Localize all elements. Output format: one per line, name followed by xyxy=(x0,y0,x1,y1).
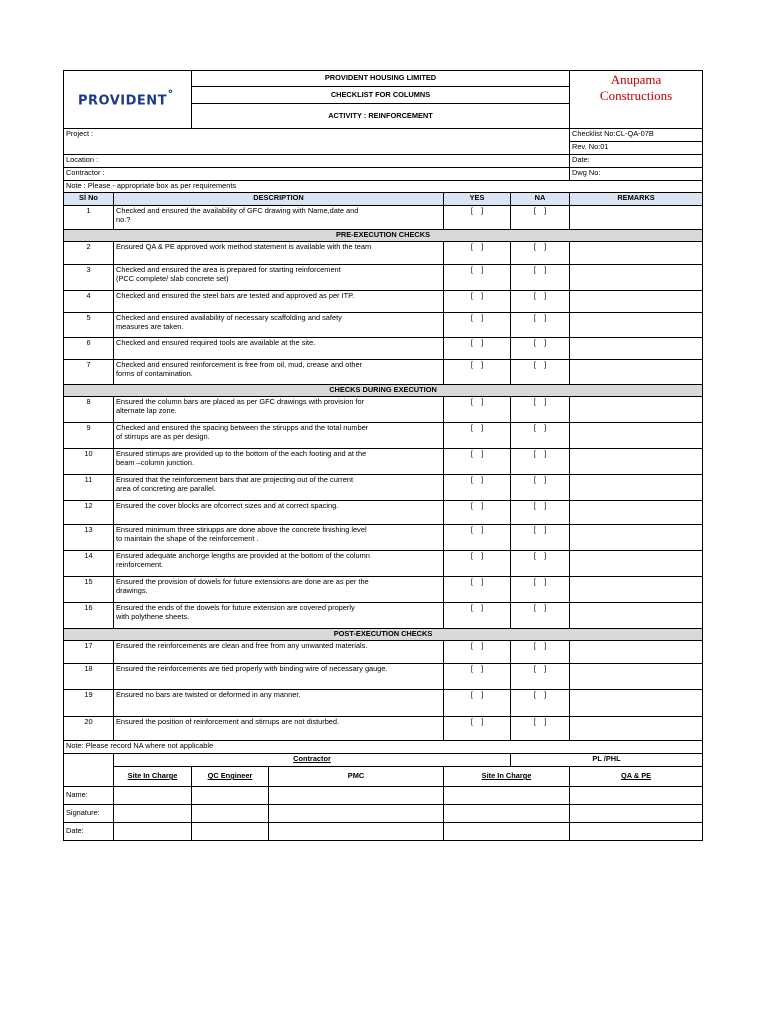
checklist-row xyxy=(64,641,703,664)
row-description xyxy=(114,449,444,475)
na-checkbox[interactable]: [ ] xyxy=(511,551,570,577)
description-line-1: Checked and ensured the availability of GFC drawing with Name,date and xyxy=(116,206,359,215)
na-checkbox[interactable]: [ ] xyxy=(511,206,570,230)
yes-checkbox[interactable]: [ ] xyxy=(444,291,511,313)
na-checkbox[interactable]: [ ] xyxy=(511,313,570,338)
logo-text: PROVIDENT xyxy=(78,93,168,109)
signature-pmc-cell[interactable] xyxy=(269,805,444,823)
description-line-1: Checked and ensured required tools are available at the site. xyxy=(116,338,316,347)
header-na: NA xyxy=(511,193,570,206)
row-number: 10 xyxy=(64,449,114,475)
remarks-cell[interactable] xyxy=(570,501,703,525)
remarks-cell[interactable] xyxy=(570,603,703,629)
yes-checkbox[interactable]: [ ] xyxy=(444,717,511,741)
date-pl-site-in-charge-cell[interactable] xyxy=(444,823,570,841)
name-site-in-charge-cell[interactable] xyxy=(114,787,192,805)
row-number: 9 xyxy=(64,423,114,449)
row-description xyxy=(114,265,444,291)
checklist-row xyxy=(64,423,703,449)
remarks-cell[interactable] xyxy=(570,525,703,551)
row-description xyxy=(114,242,444,265)
yes-checkbox[interactable]: [ ] xyxy=(444,449,511,475)
row-description xyxy=(114,313,444,338)
section-header-post xyxy=(64,629,703,641)
brand-line-1: Anupama xyxy=(610,72,662,87)
yes-checkbox[interactable]: [ ] xyxy=(444,206,511,230)
row-number: 13 xyxy=(64,525,114,551)
checklist-row xyxy=(64,603,703,629)
remarks-cell[interactable] xyxy=(570,423,703,449)
description-line-2: beam –column junction. xyxy=(116,457,195,467)
na-checkbox[interactable]: [ ] xyxy=(511,242,570,265)
contractor-brand xyxy=(570,71,703,129)
logo-mark: ˚ xyxy=(167,89,175,105)
header-sl-no: Sl No xyxy=(64,193,114,206)
remarks-cell[interactable] xyxy=(570,449,703,475)
na-checkbox[interactable]: [ ] xyxy=(511,664,570,690)
qa-pe-header: QA & PE xyxy=(570,767,703,787)
row-number: 11 xyxy=(64,475,114,501)
description-line-2: no.? xyxy=(116,214,131,224)
yes-checkbox[interactable]: [ ] xyxy=(444,313,511,338)
row-number: 16 xyxy=(64,603,114,629)
row-description xyxy=(114,690,444,717)
header-yes: YES xyxy=(444,193,511,206)
signature-site-in-charge-cell[interactable] xyxy=(114,805,192,823)
row-number: 20 xyxy=(64,717,114,741)
checklist-sheet xyxy=(63,70,703,841)
na-checkbox[interactable]: [ ] xyxy=(511,449,570,475)
row-number: 18 xyxy=(64,664,114,690)
na-checkbox[interactable]: [ ] xyxy=(511,690,570,717)
description-line-1: Ensured the reinforcements are tied properly with binding wire of necessary gauge. xyxy=(116,664,388,673)
checklist-row xyxy=(64,717,703,741)
row-description xyxy=(114,603,444,629)
checklist-row xyxy=(64,397,703,423)
na-checkbox[interactable]: [ ] xyxy=(511,338,570,360)
na-checkbox[interactable]: [ ] xyxy=(511,525,570,551)
row-description xyxy=(114,475,444,501)
na-checkbox[interactable]: [ ] xyxy=(511,423,570,449)
row-number: 14 xyxy=(64,551,114,577)
na-checkbox[interactable]: [ ] xyxy=(511,577,570,603)
yes-checkbox[interactable]: [ ] xyxy=(444,577,511,603)
checklist-row xyxy=(64,449,703,475)
description-line-1: Ensured no bars are twisted or deformed in any manner. xyxy=(116,690,301,699)
signoff-corner xyxy=(64,754,114,787)
description-line-2: forms of contamination. xyxy=(116,368,193,378)
row-number: 4 xyxy=(64,291,114,313)
remarks-cell[interactable] xyxy=(570,242,703,265)
header-remarks: REMARKS xyxy=(570,193,703,206)
description-line-1: Ensured that the reinforcement bars that are projecting out of the current xyxy=(116,475,354,484)
na-checkbox[interactable]: [ ] xyxy=(511,291,570,313)
row-number: 3 xyxy=(64,265,114,291)
drawing-number-field: Dwg No: xyxy=(570,168,703,181)
na-checkbox[interactable]: [ ] xyxy=(511,603,570,629)
description-line-1: Checked and ensured the steel bars are tested and approved as per ITP. xyxy=(116,291,355,300)
description-line-2: with polythene sheets. xyxy=(116,611,190,621)
location-field: Location : xyxy=(64,155,570,168)
remarks-cell[interactable] xyxy=(570,641,703,664)
yes-checkbox[interactable]: [ ] xyxy=(444,242,511,265)
checklist-title: CHECKLIST FOR COLUMNS xyxy=(192,87,570,104)
row-number: 12 xyxy=(64,501,114,525)
row-description xyxy=(114,423,444,449)
na-checkbox[interactable]: [ ] xyxy=(511,397,570,423)
row-description xyxy=(114,291,444,313)
pl-site-in-charge-header: Site In Charge xyxy=(444,767,570,787)
remarks-cell[interactable] xyxy=(570,397,703,423)
description-line-2: alternate lap zone. xyxy=(116,405,177,415)
date-site-in-charge-cell[interactable] xyxy=(114,823,192,841)
description-line-1: Ensured the provision of dowels for future extensions are done are as per the xyxy=(116,577,369,586)
remarks-cell[interactable] xyxy=(570,577,703,603)
description-line-1: Ensured the column bars are placed as per GFC drawings with provision for xyxy=(116,397,365,406)
contractor-group-header: Contractor xyxy=(114,754,511,767)
yes-checkbox[interactable]: [ ] xyxy=(444,501,511,525)
section-header-during xyxy=(64,385,703,397)
section-title: PRE-EXECUTION CHECKS xyxy=(64,230,703,242)
description-line-2: drawings. xyxy=(116,585,148,595)
remarks-cell[interactable] xyxy=(570,717,703,741)
description-line-1: Ensured the ends of the dowels for future extension are covered properly xyxy=(116,603,355,612)
row-description xyxy=(114,397,444,423)
name-pmc-cell[interactable] xyxy=(269,787,444,805)
section-header-pre xyxy=(64,230,703,242)
description-line-1: Ensured the reinforcements are clean and free from any unwanted materials. xyxy=(116,641,368,650)
checklist-row xyxy=(64,313,703,338)
description-line-1: Checked and ensured the spacing between the stirupps and the total number xyxy=(116,423,369,432)
row-description xyxy=(114,338,444,360)
activity-title: ACTIVITY : REINFORCEMENT xyxy=(192,104,570,129)
row-description xyxy=(114,641,444,664)
remarks-cell[interactable] xyxy=(570,338,703,360)
row-number: 7 xyxy=(64,360,114,385)
name-row-label: Name: xyxy=(64,787,114,805)
yes-checkbox[interactable]: [ ] xyxy=(444,338,511,360)
checklist-number: Checklist No:CL-QA-07B xyxy=(570,129,703,142)
row-description xyxy=(114,577,444,603)
description-line-1: Ensured stirrups are provided up to the bottom of the each footing and at the xyxy=(116,449,367,458)
remarks-cell[interactable] xyxy=(570,265,703,291)
footer-note: Note: Please record NA where not applicable xyxy=(64,741,703,754)
description-line-1: Checked and ensured availability of necessary scaffolding and safety xyxy=(116,313,342,322)
description-line-1: Ensured QA & PE approved work method statement is available with the team xyxy=(116,242,372,251)
yes-checkbox[interactable]: [ ] xyxy=(444,525,511,551)
brand-line-2: Constructions xyxy=(599,88,673,104)
contractor-field: Contractor : xyxy=(64,168,570,181)
description-line-1: Ensured the cover blocks are ofcorrect sizes and at correct spacing. xyxy=(116,501,339,510)
row-description xyxy=(114,360,444,385)
yes-checkbox[interactable]: [ ] xyxy=(444,360,511,385)
yes-checkbox[interactable]: [ ] xyxy=(444,397,511,423)
signature-qa-pe-cell[interactable] xyxy=(570,805,703,823)
row-number: 8 xyxy=(64,397,114,423)
date-qc-engineer-cell[interactable] xyxy=(192,823,269,841)
remarks-cell[interactable] xyxy=(570,664,703,690)
row-number: 2 xyxy=(64,242,114,265)
checklist-row xyxy=(64,265,703,291)
remarks-cell[interactable] xyxy=(570,475,703,501)
checklist-row xyxy=(64,577,703,603)
na-checkbox[interactable]: [ ] xyxy=(511,501,570,525)
description-line-2: to maintain the shape of the reinforcement . xyxy=(116,533,259,543)
row-number: 17 xyxy=(64,641,114,664)
checklist-row xyxy=(64,501,703,525)
section-title: POST-EXECUTION CHECKS xyxy=(64,629,703,641)
signature-qc-engineer-cell[interactable] xyxy=(192,805,269,823)
yes-checkbox[interactable]: [ ] xyxy=(444,475,511,501)
description-line-2: measures are taken. xyxy=(116,321,184,331)
na-checkbox[interactable]: [ ] xyxy=(511,717,570,741)
description-line-1: Ensured the position of reinforcement and stirrups are not disturbed. xyxy=(116,717,340,726)
yes-checkbox[interactable]: [ ] xyxy=(444,641,511,664)
description-line-1: Ensured minimum three stiriupps are done above the concrete finishing level xyxy=(116,525,367,534)
description-line-2: area of concreting are parallel. xyxy=(116,483,216,493)
checklist-body xyxy=(64,206,703,741)
description-line-1: Checked and ensured reinforcement is free from oil, mud, crease and other xyxy=(116,360,363,369)
date-field: Date: xyxy=(570,155,703,168)
qc-engineer-header: QC Engineer xyxy=(192,767,269,787)
description-line-2: reinforcement. xyxy=(116,559,164,569)
checklist-row xyxy=(64,525,703,551)
remarks-cell[interactable] xyxy=(570,551,703,577)
row-description xyxy=(114,664,444,690)
checklist-row xyxy=(64,338,703,360)
section-title: CHECKS DURING EXECUTION xyxy=(64,385,703,397)
description-line-1: Checked and ensured the area is prepared for starting reinforcement xyxy=(116,265,341,274)
row-description xyxy=(114,551,444,577)
na-checkbox[interactable]: [ ] xyxy=(511,475,570,501)
row-description xyxy=(114,206,444,230)
remarks-cell[interactable] xyxy=(570,291,703,313)
checklist-row xyxy=(64,551,703,577)
signature-row-label: Signature: xyxy=(64,805,114,823)
row-number: 6 xyxy=(64,338,114,360)
revision-number: Rev. No:01 xyxy=(570,142,703,155)
name-qc-engineer-cell[interactable] xyxy=(192,787,269,805)
checklist-row xyxy=(64,360,703,385)
row-number: 1 xyxy=(64,206,114,230)
name-pl-site-in-charge-cell[interactable] xyxy=(444,787,570,805)
row-number: 5 xyxy=(64,313,114,338)
remarks-cell[interactable] xyxy=(570,360,703,385)
row-description xyxy=(114,525,444,551)
remarks-cell[interactable] xyxy=(570,313,703,338)
description-line-2: of stirrups are as per design. xyxy=(116,431,210,441)
description-line-2: (PCC complete/ slab concrete set) xyxy=(116,273,229,283)
pmc-header: PMC xyxy=(269,767,444,787)
checklist-row xyxy=(64,690,703,717)
company-name: PROVIDENT HOUSING LIMITED xyxy=(192,71,570,87)
checklist-row xyxy=(64,291,703,313)
pl-phl-group-header: PL /PHL xyxy=(511,754,703,767)
row-number: 15 xyxy=(64,577,114,603)
yes-checkbox[interactable]: [ ] xyxy=(444,551,511,577)
row-description xyxy=(114,501,444,525)
na-checkbox[interactable]: [ ] xyxy=(511,641,570,664)
yes-checkbox[interactable]: [ ] xyxy=(444,603,511,629)
yes-checkbox[interactable]: [ ] xyxy=(444,265,511,291)
date-pmc-cell[interactable] xyxy=(269,823,444,841)
date-row-label: Date: xyxy=(64,823,114,841)
remarks-cell[interactable] xyxy=(570,690,703,717)
checklist-row xyxy=(64,475,703,501)
provident-logo xyxy=(64,71,192,129)
yes-checkbox[interactable]: [ ] xyxy=(444,423,511,449)
na-checkbox[interactable]: [ ] xyxy=(511,265,570,291)
site-in-charge-header: Site In Charge xyxy=(114,767,192,787)
row-description xyxy=(114,717,444,741)
row-number: 19 xyxy=(64,690,114,717)
header-description: DESCRIPTION xyxy=(114,193,444,206)
description-line-1: Ensured adequate anchorge lengths are provided at the bottom of the column xyxy=(116,551,370,560)
name-qa-pe-cell[interactable] xyxy=(570,787,703,805)
date-qa-pe-cell[interactable] xyxy=(570,823,703,841)
remarks-cell[interactable] xyxy=(570,206,703,230)
yes-checkbox[interactable]: [ ] xyxy=(444,690,511,717)
column-header-row xyxy=(64,193,703,206)
yes-checkbox[interactable]: [ ] xyxy=(444,664,511,690)
checklist-row xyxy=(64,242,703,265)
checklist-row xyxy=(64,206,703,230)
project-field: Project : xyxy=(64,129,570,155)
na-checkbox[interactable]: [ ] xyxy=(511,360,570,385)
signature-pl-site-in-charge-cell[interactable] xyxy=(444,805,570,823)
instruction-note: Note : Please - appropriate box as per requirements xyxy=(64,181,703,193)
checklist-row xyxy=(64,664,703,690)
